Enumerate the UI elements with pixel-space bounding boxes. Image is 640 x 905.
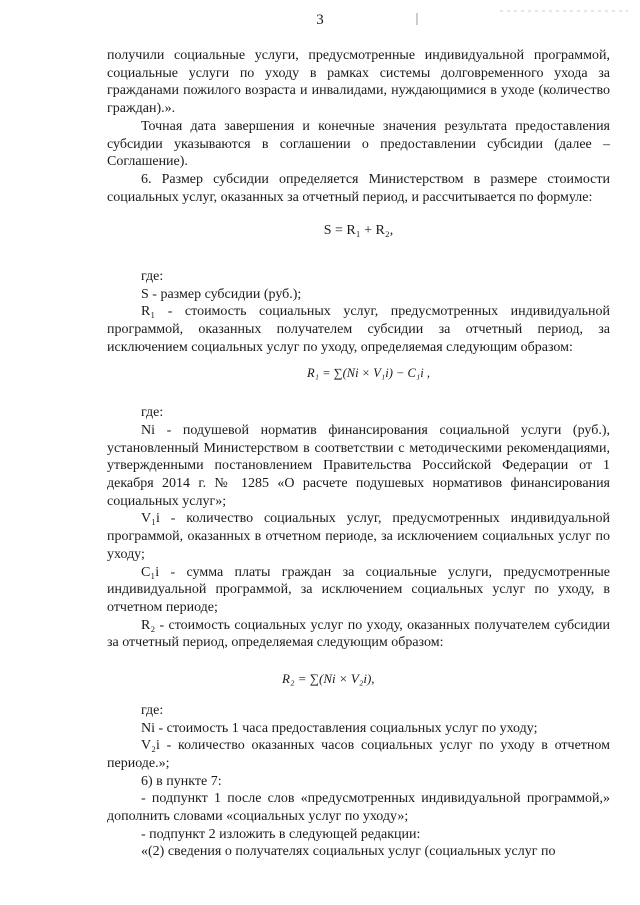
formula-s: S = R₁ + R₂, [323,223,394,239]
definition-v1i: V₁i - количество социальных услуг, предусмотренных индивидуальной программой, оказанных в отчетном периоде, за исключением социальных услуг по уходу; [107,511,610,562]
paragraph-continuation: получили социальные услуги, предусмотренные индивидуальной программой, социальные услуги по уходу в рамках системы долговременного ухода за гражданами пожилого возраста и инвалидами, нуждающимися в уходе (количество граждан).». [107,48,610,117]
definition-v2i: V₂i - количество оказанных часов социальных услуг по уходу в отчетном периоде.»; [107,738,610,771]
formula-r2: R₂ = ∑(Ni × V₂i), [282,671,375,687]
paragraph-subsidy-size: 6. Размер субсидии определяется Министерством в размере стоимости социальных услуг, оказанных за отчетный период, и рассчитывается по формуле: [107,171,610,205]
where-label: где: [141,269,164,285]
definition-c1i: C₁i - сумма платы граждан за социальные услуги, предусмотренные индивидуальной программой, за исключением социальных услуг по уходу, в отчетном периоде; [107,564,610,615]
quoted-subitem-2: «(2) сведения о получателях социальных услуг (социальных услуг по [141,844,556,860]
subitem-1: - подпункт 1 после слов «предусмотренных индивидуальной программой,» дополнить словами «социальных услуг по уходу»; [107,791,610,825]
paragraph-completion-date: Точная дата завершения и конечные значения результата предоставления субсидии указываются в соглашении о предоставлении субсидии (далее – Соглашение). [107,118,610,170]
subitem-2: - подпункт 2 изложить в следующей редакции: [141,826,421,842]
document-body [107,47,610,861]
where-label: где: [141,405,164,421]
definition-ni-hour: Ni - стоимость 1 часа предоставления социальных услуг по уходу; [141,720,538,736]
definition-r1: R₁ - стоимость социальных услуг, предусмотренных индивидуальной программой, оказанных получателем субсидии за отчетный период, за исключением социальных услуг по уходу, определяемая следующим образом: [107,304,610,355]
formula-r1: R₁ = ∑(Ni × V₁i) − C₁i , [307,365,430,380]
item-6: 6) в пункте 7: [141,773,222,789]
definition-r2: R₂ - стоимость социальных услуг по уходу, оказанных получателем субсидии за отчетный период, определяемая следующим образом: [107,617,610,651]
definition-ni: Ni - подушевой норматив финансирования социальной услуги (руб.), установленный Министерством в соответствии с методическими рекомендациями, утвержденными постановлением Правительства Российской Федерации от 1 декабря 2014 г. № 1285 «О расчете подушевых нормативов финансирования социальных услуг»; [107,422,610,509]
where-label: где: [141,702,164,718]
scan-artifact [414,12,420,26]
definition-s: S - размер субсидии (руб.); [141,286,302,302]
page-number: 3 [316,12,324,28]
scan-artifact [500,8,630,14]
